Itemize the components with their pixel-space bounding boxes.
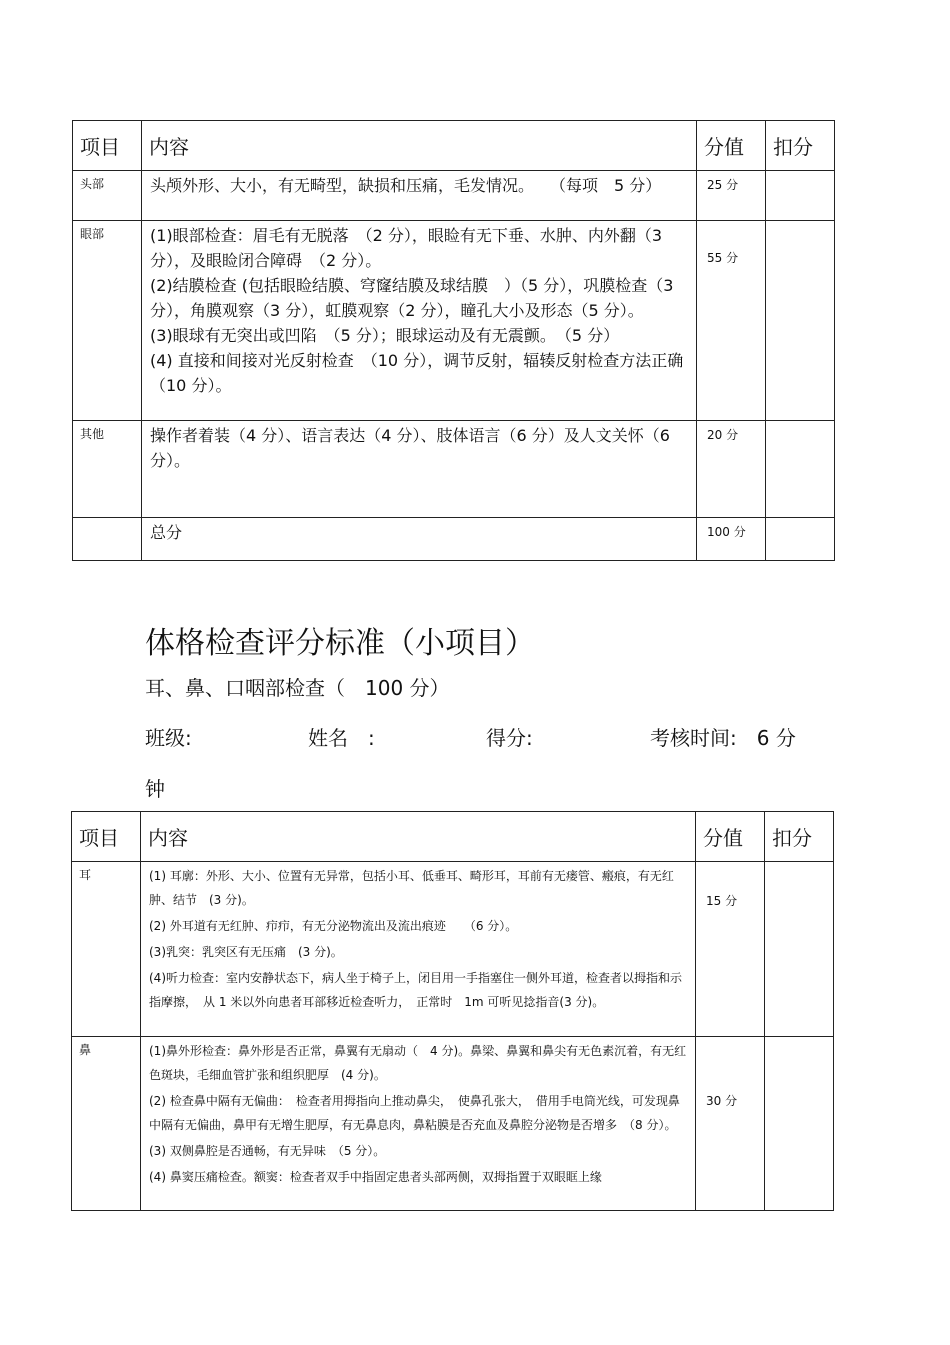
page-subtitle: 耳、鼻、口咽部检查（ 100 分）	[145, 676, 450, 700]
table-header-row	[72, 812, 834, 862]
page-title: 体格检查评分标准（小项目）	[145, 626, 535, 661]
scoring-table-2	[71, 811, 834, 1211]
row-content: (1) 耳廓：外形、大小、位置有无异常，包括小耳、低垂耳、畸形耳，耳前有无瘘管、瘢痕，有无红肿、结节 (3 分)。 (2) 外耳道有无红肿、疖疖，有无分泌物流出及流出痕迹 （6 分）。 (3)乳突：乳突区有无压痛 (3 分)。 (4)听力检查：室内安静状态下，病人坐于椅子上，闭目用一手指塞住一侧外耳道，检查者以拇指和示指摩擦， 从 1 米以外向患者耳部移近检查听力， 正常时 1m 可听见捻指音(3 分)。	[141, 862, 696, 1037]
header-item: 项目	[72, 812, 141, 862]
table-row	[73, 171, 835, 221]
row-item: 眼部	[73, 221, 142, 421]
row-deduct	[765, 1037, 834, 1211]
table-row	[72, 862, 834, 1037]
row-item: 耳	[72, 862, 141, 1037]
row-score: 25 分	[697, 171, 766, 221]
row-score: 55 分	[697, 221, 766, 421]
row-score: 20 分	[697, 421, 766, 518]
header-content: 内容	[141, 812, 696, 862]
row-content: (1)鼻外形检查：鼻外形是否正常，鼻翼有无扇动（ 4 分)。鼻梁、鼻翼和鼻尖有无色素沉着，有无红色斑块，毛细血管扩张和组织肥厚 (4 分)。 (2) 检查鼻中隔有无偏曲： 检查者用拇指向上推动鼻尖， 使鼻孔张大， 借用手电筒光线，可发现鼻中隔有无偏曲，鼻甲有无增生肥厚，有无鼻息肉，鼻粘膜是否充血及鼻腔分泌物是否增多 （8 分）。 (3) 双侧鼻腔是否通畅，有无异味 （5 分）。 (4) 鼻窦压痛检查。额窦：检查者双手中指固定患者头部两侧，双拇指置于双眼眶上缘	[141, 1037, 696, 1211]
row-deduct	[766, 171, 835, 221]
row-deduct	[766, 221, 835, 421]
total-score: 100 分	[697, 518, 766, 561]
row-deduct	[766, 518, 835, 561]
header-score: 分值	[697, 121, 766, 171]
row-deduct	[766, 421, 835, 518]
row-score: 30 分	[696, 1037, 765, 1211]
row-item: 头部	[73, 171, 142, 221]
header-score: 分值	[696, 812, 765, 862]
row-content: 头颅外形、大小，有无畸型，缺损和压痛，毛发情况。 （每项 5 分）	[142, 171, 697, 221]
table-header-row	[73, 121, 835, 171]
row-content: 操作者着装（4 分）、语言表达（4 分）、肢体语言（6 分）及人文关怀（6 分）。	[142, 421, 697, 518]
row-item: 其他	[73, 421, 142, 518]
row-item	[73, 518, 142, 561]
header-deduct: 扣分	[766, 121, 835, 171]
time-label-wrap: 钟	[145, 777, 165, 801]
row-score: 15 分	[696, 862, 765, 1037]
class-label: 班级:	[145, 726, 192, 750]
score-label: 得分:	[486, 726, 533, 750]
time-label: 考核时间: 6 分	[650, 726, 796, 750]
scoring-table-1	[72, 120, 835, 561]
table-row-total	[73, 518, 835, 561]
row-content: (1)眼部检查：眉毛有无脱落 （2 分），眼睑有无下垂、水肿、内外翻（3 分），及眼睑闭合障碍 （2 分）。 (2)结膜检查 (包括眼睑结膜、穹窿结膜及球结膜 ）（5 分），巩膜检查（3 分），角膜观察（3 分），虹膜观察（2 分），瞳孔大小及形态（5 分）。 (3)眼球有无突出或凹陷 （5 分）；眼球运动及有无震颤。 （5 分） (4) 直接和间接对光反射检查 （10 分），调节反射，辐辏反射检查方法正确 （10 分）。	[142, 221, 697, 421]
table-row	[73, 421, 835, 518]
header-deduct: 扣分	[765, 812, 834, 862]
name-label: 姓名 :	[308, 726, 375, 750]
table-row	[72, 1037, 834, 1211]
header-item: 项目	[73, 121, 142, 171]
table-row	[73, 221, 835, 421]
row-deduct	[765, 862, 834, 1037]
header-content: 内容	[142, 121, 697, 171]
row-item: 鼻	[72, 1037, 141, 1211]
total-label: 总分	[142, 518, 697, 561]
